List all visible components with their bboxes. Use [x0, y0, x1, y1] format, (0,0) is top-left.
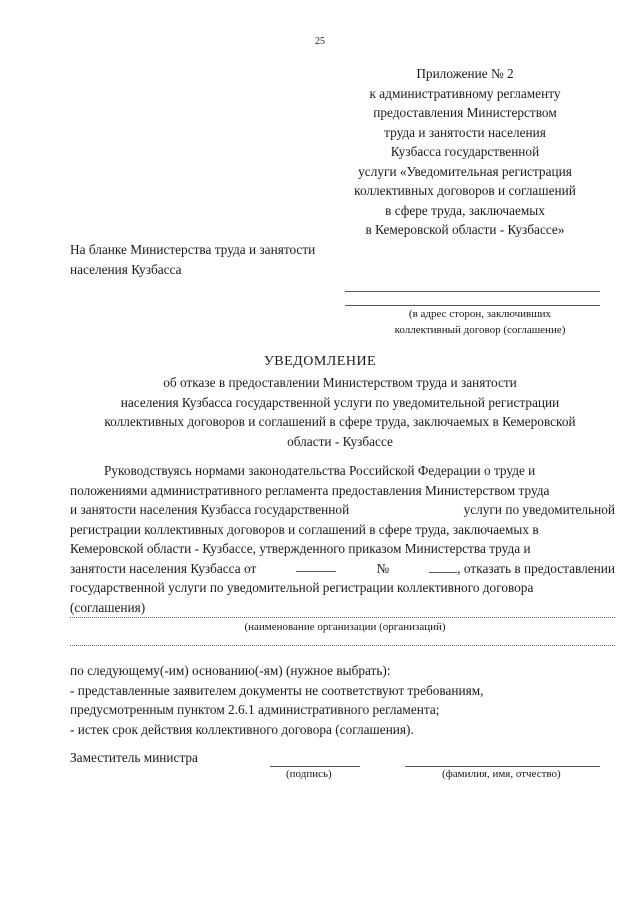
appendix-line: труда и занятости населения — [384, 124, 546, 140]
body-line — [70, 598, 615, 618]
grounds-intro: по следующему(-им) основанию(-ям) (нужное выбрать): — [70, 663, 391, 678]
letterhead-note — [70, 240, 315, 279]
name-line[interactable] — [405, 766, 600, 767]
name-caption: (фамилия, имя, отчество) — [442, 768, 561, 780]
organization-line[interactable] — [70, 645, 615, 646]
page-number: 25 — [315, 36, 325, 47]
body-line — [70, 539, 615, 559]
appendix-line: коллективных договоров и соглашений — [354, 183, 576, 198]
subtitle-line: об отказе в предоставлении Министерством труда и занятости — [163, 375, 517, 390]
body-text: регистрации коллективных договоров и соглашений в сфере труда, заключаемых в — [70, 521, 539, 537]
letterhead-line: На бланке Министерства труда и занятости — [70, 242, 316, 257]
body-text: Руководствуясь нормами законодательства Российской Федерации о труде и — [104, 463, 536, 478]
body-line — [70, 481, 615, 501]
body-line — [70, 500, 615, 520]
signature-caption: (подпись) — [286, 768, 332, 780]
date-blank[interactable] — [296, 559, 336, 572]
appendix-line: Приложение № 2 — [416, 66, 514, 81]
addressee-caption-line: (в адрес сторон, заключивших — [408, 308, 552, 320]
document-title: УВЕДОМЛЕНИЕ — [263, 354, 377, 369]
appendix-line: в сфере труда, заключаемых — [385, 202, 545, 218]
subtitle-line: коллективных договоров и соглашений в сфере труда, заключаемых в Кемеровской — [104, 414, 576, 429]
address-line — [345, 305, 600, 306]
number-blank[interactable] — [429, 560, 457, 573]
body-line — [70, 520, 615, 540]
appendix-line: услуги «Уведомительная регистрация — [358, 163, 572, 179]
refusal-grounds — [70, 661, 615, 739]
appendix-line: Кузбасса государственной — [390, 144, 540, 159]
document-subtitle — [80, 373, 600, 451]
body-text: (соглашения) — [70, 599, 146, 615]
number-sign: № — [376, 560, 390, 576]
number-group — [429, 559, 615, 579]
body-text: положениями административного регламента предоставления Министерством труда — [70, 482, 550, 498]
address-line — [345, 291, 600, 292]
subtitle-line: области - Кузбассе — [287, 433, 393, 449]
signer-title: Заместитель министра — [70, 750, 198, 765]
body-line — [70, 461, 615, 481]
letterhead-line: населения Кузбасса — [70, 261, 182, 277]
appendix-line: предоставления Министерством — [373, 105, 557, 120]
body-line — [70, 559, 615, 579]
subtitle-line: населения Кузбасса государственной услуги по уведомительной регистрации — [120, 394, 560, 410]
body-line — [70, 578, 615, 598]
grounds-item — [70, 681, 615, 701]
signature-line[interactable] — [270, 766, 360, 767]
body-text: , отказать в предоставлении — [457, 560, 615, 576]
grounds-item-continuation: предусмотренным пунктом 2.6.1 административного регламента; — [70, 702, 440, 717]
body-text: Кемеровской области - Кузбассе, утвержденного приказом Министерства труда и — [70, 541, 531, 556]
appendix-line: к административному регламенту — [369, 85, 561, 101]
addressee-caption-line: коллективный договор (соглашение) — [394, 323, 566, 336]
grounds-text: - представленные заявителем документы не соответствуют требованиям, — [70, 682, 484, 698]
grounds-item: - истек срок действия коллективного договора (соглашения). — [70, 721, 414, 737]
body-text: и занятости населения Кузбасса государственной — [70, 502, 350, 517]
body-text: услуги по уведомительной — [463, 502, 615, 517]
notice-body — [70, 461, 615, 617]
addressee-caption — [360, 307, 600, 338]
appendix-line: в Кемеровской области - Кузбассе» — [365, 222, 565, 237]
body-text: государственной услуги по уведомительной регистрации коллективного договора — [70, 580, 534, 595]
organization-line[interactable] — [70, 617, 615, 618]
appendix-header — [330, 64, 600, 240]
body-text: занятости населения Кузбасса от — [70, 560, 257, 576]
organization-caption: (наименование организации (организаций) — [244, 621, 446, 633]
